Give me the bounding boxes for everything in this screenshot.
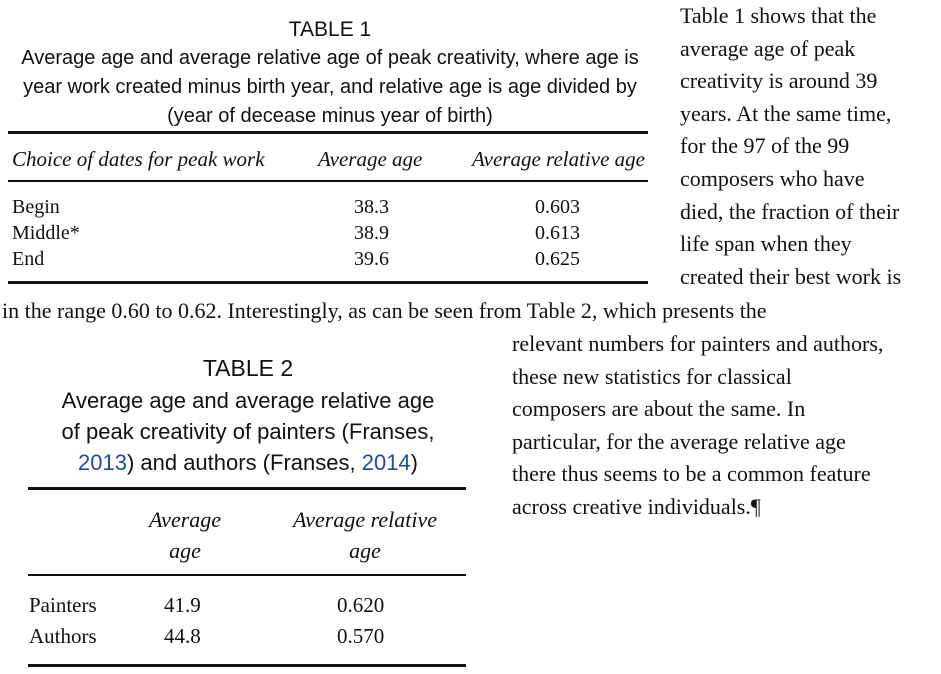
header-line: Average relative [293, 507, 437, 532]
table2-bottom-rule [28, 664, 466, 667]
table1-row-rel-age: 0.603 [535, 196, 580, 218]
table2-caption [28, 385, 468, 478]
table1-caption: Average age and average relative age of peak creativity, where age is year work created minus birth year, and relative age is age divided by (year of decease minus year of birth) [21, 47, 639, 127]
table1-row-label: Middle* [12, 222, 80, 244]
paragraph-right-column [680, 0, 901, 293]
citation-link[interactable]: 2014 [361, 450, 411, 475]
paragraph-line: Table 1 shows that the [680, 3, 877, 28]
table1-bottom-rule [8, 281, 648, 284]
table2-caption-line: Average age and average relative age [61, 388, 435, 413]
citation-link[interactable]: 2013 [77, 450, 127, 475]
table1-title: TABLE 1 [288, 18, 372, 41]
table2-header-rel-age [272, 504, 458, 566]
paragraph-line: for the 97 of the 99 [680, 133, 850, 159]
paragraph-line: years. At the same time, [680, 100, 892, 126]
header-line: Average [148, 507, 222, 532]
paragraph-line: creativity is around 39 [680, 68, 878, 94]
table1-row-avg-age: 38.3 [354, 196, 389, 218]
paragraph-line: died, the fraction of their [680, 198, 900, 224]
table2-row-avg-age: 44.8 [164, 624, 201, 648]
table1-header-rule [8, 180, 648, 182]
table2-row-rel-age: 0.620 [337, 593, 385, 617]
table1-header-rel-age: Average relative age [472, 147, 645, 171]
paragraph-line: created their best work is [680, 263, 902, 289]
paragraph-line: these new statistics for classical [512, 363, 792, 389]
table2-row-rel-age: 0.570 [337, 624, 385, 648]
table1-row-label: End [12, 248, 45, 270]
caption-text: ) [410, 450, 418, 475]
table2-row-avg-age: 41.9 [164, 593, 201, 617]
table1-top-rule [8, 131, 648, 134]
table1-row-label: Begin [12, 196, 60, 218]
table2-header-avg-age [130, 504, 240, 566]
table2-title: TABLE 2 [202, 355, 294, 381]
paragraph-line: composers are about the same. In [512, 396, 806, 422]
table2-caption-line: of peak creativity of painters (Franses, [61, 419, 435, 444]
paragraph-full-line: in the range 0.60 to 0.62. Interestingly, as can be seen from Table 2, which presents the [2, 298, 767, 323]
paragraph-line: relevant numbers for painters and authors, [512, 331, 884, 356]
header-line: age [349, 538, 381, 563]
paragraph-line: there thus seems to be a common feature [512, 461, 871, 487]
table2-caption-line [28, 447, 468, 478]
paragraph-lower-column [512, 328, 883, 524]
table1-row-rel-age: 0.625 [535, 248, 580, 270]
header-line: age [169, 538, 201, 563]
table1-row-rel-age: 0.613 [535, 222, 580, 244]
paragraph-line: particular, for the average relative age [512, 428, 846, 454]
table2-header-rule [28, 574, 466, 576]
table1-header-avg-age: Average age [318, 147, 423, 171]
caption-text: ) and authors (Franses, [126, 450, 362, 475]
paragraph-line: average age of peak [680, 35, 856, 61]
paragraph-line: life span when they [680, 231, 852, 257]
table2-row-label: Painters [29, 593, 97, 617]
table1-header-dates: Choice of dates for peak work [12, 147, 265, 171]
table2-top-rule [28, 487, 466, 490]
table1-row-avg-age: 39.6 [354, 248, 389, 270]
paragraph-line: composers who have [680, 165, 865, 191]
table1-row-avg-age: 38.9 [354, 222, 389, 244]
paragraph-line: across creative individuals.¶ [512, 493, 761, 519]
table2-row-label: Authors [29, 624, 97, 648]
